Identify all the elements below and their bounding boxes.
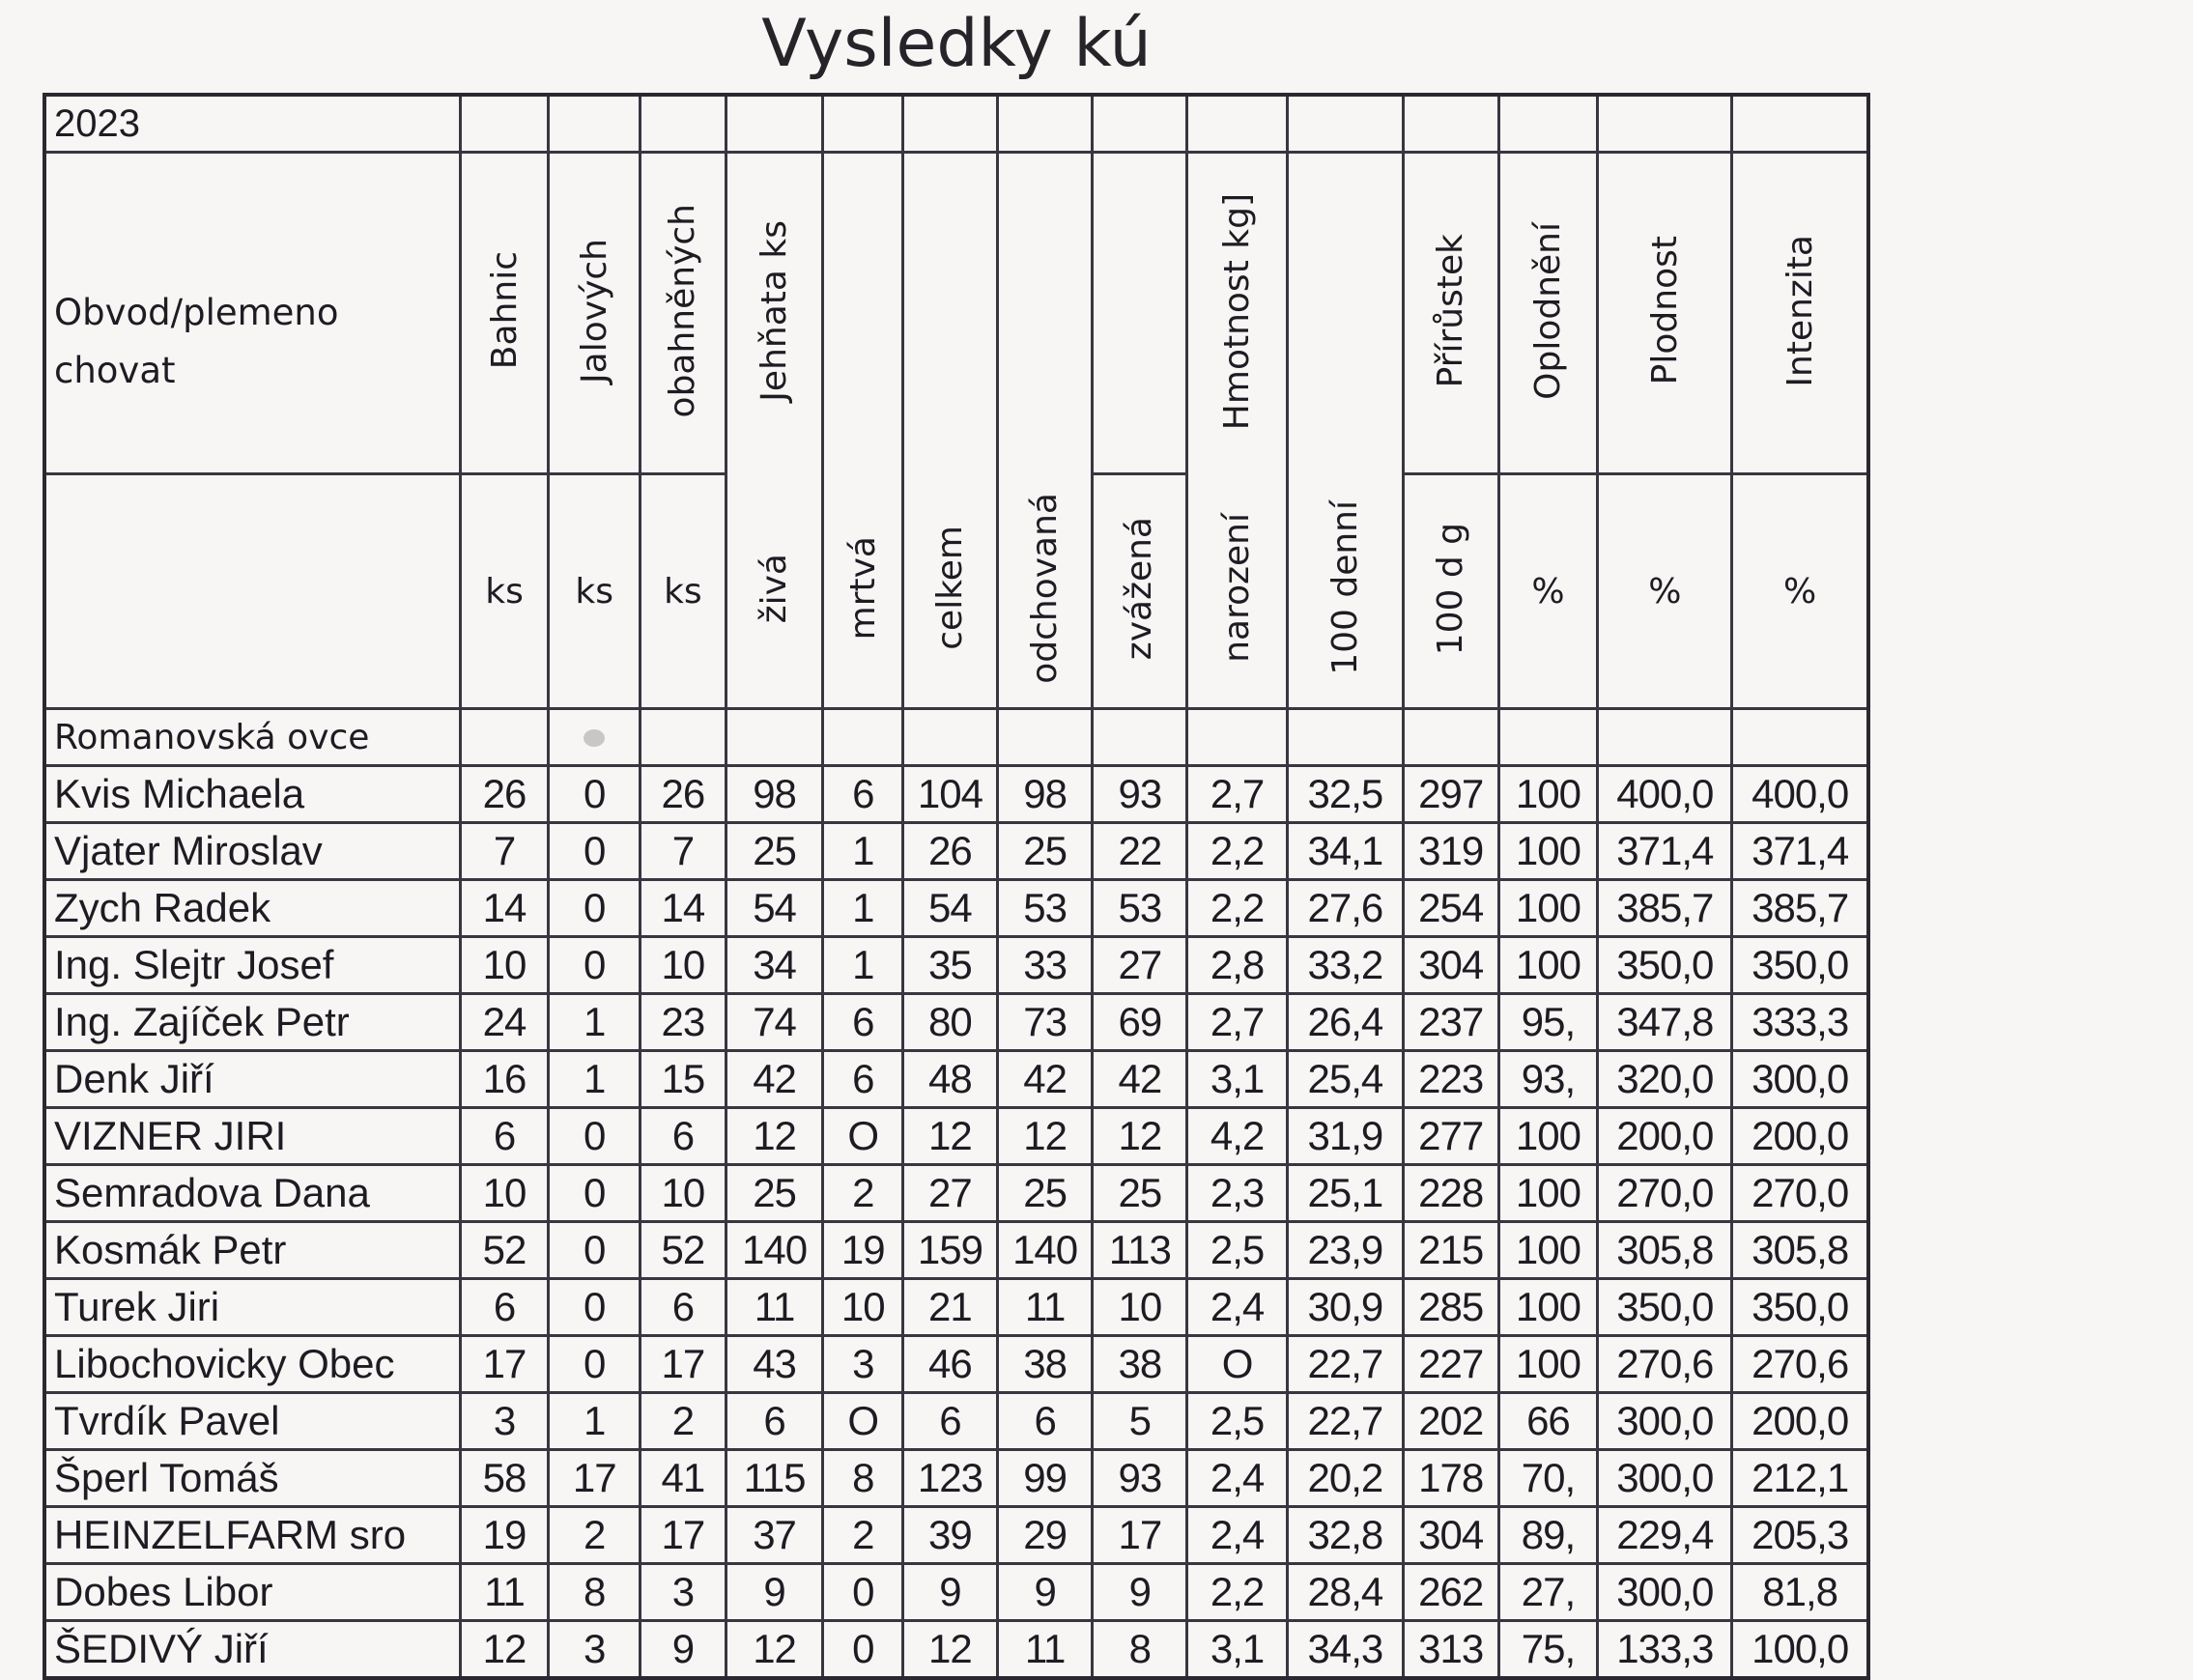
- table-cell: 100: [1498, 1222, 1598, 1279]
- unit-celkem: celkem: [903, 474, 998, 709]
- table-cell: 3,1: [1187, 1051, 1288, 1108]
- table-cell: 305,8: [1732, 1222, 1868, 1279]
- table-cell: 6: [823, 1051, 903, 1108]
- table-cell: 17: [641, 1507, 726, 1564]
- table-row: [44, 1279, 1868, 1336]
- table-cell: 53: [997, 880, 1093, 937]
- table-cell: 2: [823, 1165, 903, 1222]
- table-cell: 9: [997, 1564, 1093, 1621]
- table-cell: 95,: [1498, 994, 1598, 1051]
- table-cell: 304: [1403, 1507, 1498, 1564]
- table-cell: 2: [823, 1507, 903, 1564]
- table-cell: 54: [903, 880, 998, 937]
- table-row: [44, 1450, 1868, 1507]
- header-plodnost: Plodnost: [1598, 153, 1732, 474]
- table-cell: 385,7: [1598, 880, 1732, 937]
- table-cell: 21: [903, 1279, 998, 1336]
- table-cell: 27: [1093, 937, 1187, 994]
- table-cell: 9: [1093, 1564, 1187, 1621]
- table-cell: 133,3: [1598, 1621, 1732, 1679]
- table-cell: 4,2: [1187, 1108, 1288, 1165]
- table-cell: O: [823, 1393, 903, 1450]
- table-cell: 6: [726, 1393, 823, 1450]
- table-cell: 12: [1093, 1108, 1187, 1165]
- table-cell: 6: [460, 1108, 549, 1165]
- table-cell: 371,4: [1732, 823, 1868, 880]
- table-cell: 25: [997, 823, 1093, 880]
- table-cell: 42: [997, 1051, 1093, 1108]
- table-cell: 350,0: [1732, 937, 1868, 994]
- unit-narozeni: narození: [1187, 474, 1288, 709]
- table-cell: 26: [460, 766, 549, 823]
- table-cell: 1: [823, 937, 903, 994]
- table-cell: 38: [997, 1336, 1093, 1393]
- table-cell: 319: [1403, 823, 1498, 880]
- table-cell: 123: [903, 1450, 998, 1507]
- table-cell: 227: [1403, 1336, 1498, 1393]
- table-cell: 0: [549, 1108, 641, 1165]
- breeder-name: Dobes Libor: [44, 1564, 460, 1621]
- table-cell: 69: [1093, 994, 1187, 1051]
- table-cell: 25: [1093, 1165, 1187, 1222]
- breeder-name: VIZNER JIRI: [44, 1108, 460, 1165]
- table-cell: 8: [823, 1450, 903, 1507]
- table-cell: 0: [549, 880, 641, 937]
- table-cell: 17: [1093, 1507, 1187, 1564]
- table-cell: 350,0: [1598, 937, 1732, 994]
- table-cell: 113: [1093, 1222, 1187, 1279]
- table-cell: 66: [1498, 1393, 1598, 1450]
- table-cell: 75,: [1498, 1621, 1598, 1679]
- table-cell: 350,0: [1732, 1279, 1868, 1336]
- breeder-name: Ing. Slejtr Josef: [44, 937, 460, 994]
- table-cell: 3: [823, 1336, 903, 1393]
- table-cell: 15: [641, 1051, 726, 1108]
- table-cell: 22,7: [1287, 1393, 1403, 1450]
- table-cell: 93,: [1498, 1051, 1598, 1108]
- table-cell: 6: [997, 1393, 1093, 1450]
- table-cell: 80: [903, 994, 998, 1051]
- unit-oplodneni: %: [1498, 474, 1598, 709]
- table-cell: 5: [1093, 1393, 1187, 1450]
- table-cell: 20,2: [1287, 1450, 1403, 1507]
- table-cell: 0: [549, 823, 641, 880]
- header-prirustek: Přírůstek: [1403, 153, 1498, 474]
- table-row: [44, 937, 1868, 994]
- table-row: [44, 1222, 1868, 1279]
- table-cell: 115: [726, 1450, 823, 1507]
- header-obvod: [44, 153, 460, 474]
- table-cell: 9: [903, 1564, 998, 1621]
- breed-label: Romanovská ovce: [44, 709, 460, 766]
- table-cell: 31,9: [1287, 1108, 1403, 1165]
- table-cell: 223: [1403, 1051, 1498, 1108]
- table-cell: 11: [997, 1621, 1093, 1679]
- table-cell: 12: [903, 1621, 998, 1679]
- breeder-name: Kvis Michaela: [44, 766, 460, 823]
- table-cell: 58: [460, 1450, 549, 1507]
- table-cell: 305,8: [1598, 1222, 1732, 1279]
- table-cell: 19: [823, 1222, 903, 1279]
- table-cell: 14: [460, 880, 549, 937]
- table-cell: 0: [823, 1621, 903, 1679]
- table-cell: 48: [903, 1051, 998, 1108]
- table-cell: 2: [549, 1507, 641, 1564]
- table-cell: 2,4: [1187, 1450, 1288, 1507]
- table-cell: 0: [549, 1165, 641, 1222]
- table-cell: 0: [823, 1564, 903, 1621]
- table-cell: 300,0: [1598, 1393, 1732, 1450]
- table-cell: 2,2: [1187, 880, 1288, 937]
- table-cell: 35: [903, 937, 998, 994]
- table-cell: 2,5: [1187, 1393, 1288, 1450]
- table-row: [44, 1393, 1868, 1450]
- table-cell: 262: [1403, 1564, 1498, 1621]
- table-cell: 400,0: [1598, 766, 1732, 823]
- breeder-name: Ing. Zajíček Petr: [44, 994, 460, 1051]
- table-row: [44, 1051, 1868, 1108]
- table-cell: 43: [726, 1336, 823, 1393]
- table-cell: 202: [1403, 1393, 1498, 1450]
- table-cell: 25: [726, 1165, 823, 1222]
- unit-jalovych: ks: [549, 474, 641, 709]
- table-cell: 17: [549, 1450, 641, 1507]
- table-cell: O: [1187, 1336, 1288, 1393]
- table-cell: 270,6: [1598, 1336, 1732, 1393]
- table-cell: 25: [997, 1165, 1093, 1222]
- header-jalovych: Jalových: [549, 153, 641, 474]
- table-cell: 93: [1093, 1450, 1187, 1507]
- header-jehnata: Jehňata ks: [726, 153, 823, 474]
- table-cell: 215: [1403, 1222, 1498, 1279]
- table-cell: 7: [641, 823, 726, 880]
- table-cell: 42: [726, 1051, 823, 1108]
- table-cell: 14: [641, 880, 726, 937]
- table-cell: 2,4: [1187, 1279, 1288, 1336]
- table-cell: 81,8: [1732, 1564, 1868, 1621]
- table-cell: 100: [1498, 823, 1598, 880]
- table-cell: 28,4: [1287, 1564, 1403, 1621]
- table-cell: 3,1: [1187, 1621, 1288, 1679]
- table-cell: 2,8: [1187, 937, 1288, 994]
- table-cell: 8: [1093, 1621, 1187, 1679]
- page-title: Vysledky kú: [761, 6, 1152, 82]
- table-row: [44, 1336, 1868, 1393]
- table-cell: 34,1: [1287, 823, 1403, 880]
- table-cell: 98: [726, 766, 823, 823]
- header-intenzita: Intenzita: [1732, 153, 1868, 474]
- table-cell: 100: [1498, 766, 1598, 823]
- table-cell: 2,4: [1187, 1507, 1288, 1564]
- header-obahnenych: obahněných: [641, 153, 726, 474]
- table-cell: 46: [903, 1336, 998, 1393]
- unit-row: [44, 474, 1868, 709]
- table-cell: 100: [1498, 880, 1598, 937]
- table-cell: 11: [460, 1564, 549, 1621]
- table-cell: 25: [726, 823, 823, 880]
- table-cell: 26: [903, 823, 998, 880]
- table-cell: 52: [460, 1222, 549, 1279]
- table-cell: 6: [460, 1279, 549, 1336]
- table-cell: 228: [1403, 1165, 1498, 1222]
- table-row: [44, 880, 1868, 937]
- table-cell: 98: [997, 766, 1093, 823]
- table-cell: 9: [641, 1621, 726, 1679]
- table-cell: 320,0: [1598, 1051, 1732, 1108]
- table-cell: 140: [997, 1222, 1093, 1279]
- table-cell: 2,2: [1187, 823, 1288, 880]
- table-cell: 200,0: [1598, 1108, 1732, 1165]
- table-cell: 17: [460, 1336, 549, 1393]
- table-cell: 285: [1403, 1279, 1498, 1336]
- table-cell: 8: [549, 1564, 641, 1621]
- table-cell: 2,7: [1187, 994, 1288, 1051]
- table-cell: 10: [641, 937, 726, 994]
- table-cell: 73: [997, 994, 1093, 1051]
- table-cell: 350,0: [1598, 1279, 1732, 1336]
- table-cell: 3: [460, 1393, 549, 1450]
- table-cell: 33,2: [1287, 937, 1403, 994]
- table-cell: 100: [1498, 1336, 1598, 1393]
- table-cell: 205,3: [1732, 1507, 1868, 1564]
- table-cell: 0: [549, 766, 641, 823]
- table-cell: 254: [1403, 880, 1498, 937]
- table-cell: 70,: [1498, 1450, 1598, 1507]
- table-cell: 16: [460, 1051, 549, 1108]
- table-cell: 300,0: [1732, 1051, 1868, 1108]
- table-cell: 237: [1403, 994, 1498, 1051]
- table-cell: 25,1: [1287, 1165, 1403, 1222]
- table-cell: 54: [726, 880, 823, 937]
- unit-100-dg: 100 d g: [1403, 474, 1498, 709]
- year-cell: 2023: [44, 95, 460, 153]
- breeder-name: Vjater Miroslav: [44, 823, 460, 880]
- breeder-name: Turek Jiri: [44, 1279, 460, 1336]
- table-cell: 38: [1093, 1336, 1187, 1393]
- table-row: [44, 994, 1868, 1051]
- table-row: [44, 1621, 1868, 1679]
- table-cell: 89,: [1498, 1507, 1598, 1564]
- table-cell: 6: [823, 994, 903, 1051]
- table-cell: 2,2: [1187, 1564, 1288, 1621]
- table-cell: 200,0: [1732, 1393, 1868, 1450]
- header-oplodneni: Oplodnění: [1498, 153, 1598, 474]
- table-row: [44, 1564, 1868, 1621]
- results-table: [43, 93, 1870, 1680]
- table-cell: 30,9: [1287, 1279, 1403, 1336]
- table-cell: 27,: [1498, 1564, 1598, 1621]
- table-cell: 10: [1093, 1279, 1187, 1336]
- table-cell: 33: [997, 937, 1093, 994]
- table-cell: 300,0: [1598, 1564, 1732, 1621]
- table-cell: 6: [823, 766, 903, 823]
- table-cell: 400,0: [1732, 766, 1868, 823]
- table-cell: 100,0: [1732, 1621, 1868, 1679]
- table-cell: 6: [641, 1279, 726, 1336]
- table-row: [44, 823, 1868, 880]
- table-cell: 11: [997, 1279, 1093, 1336]
- table-cell: 10: [460, 1165, 549, 1222]
- table-cell: 212,1: [1732, 1450, 1868, 1507]
- table-cell: 37: [726, 1507, 823, 1564]
- header-row: [44, 153, 1868, 474]
- table-cell: 3: [549, 1621, 641, 1679]
- table-cell: 11: [726, 1279, 823, 1336]
- table-cell: 0: [549, 1279, 641, 1336]
- table-cell: 10: [823, 1279, 903, 1336]
- table-cell: 24: [460, 994, 549, 1051]
- table-cell: 10: [641, 1165, 726, 1222]
- table-cell: 270,0: [1598, 1165, 1732, 1222]
- table-cell: 22,7: [1287, 1336, 1403, 1393]
- table-cell: 27,6: [1287, 880, 1403, 937]
- table-cell: 41: [641, 1450, 726, 1507]
- table-cell: O: [823, 1108, 903, 1165]
- table-cell: 2,7: [1187, 766, 1288, 823]
- table-row: [44, 766, 1868, 823]
- unit-bahnic: ks: [460, 474, 549, 709]
- breeder-name: Šperl Tomáš: [44, 1450, 460, 1507]
- table-cell: 52: [641, 1222, 726, 1279]
- table-cell: 29: [997, 1507, 1093, 1564]
- table-row: [44, 1165, 1868, 1222]
- table-cell: 1: [549, 1393, 641, 1450]
- table-cell: 26: [641, 766, 726, 823]
- header-obvod-line1: Obvod/plemeno: [54, 292, 339, 333]
- table-cell: 12: [460, 1621, 549, 1679]
- table-cell: 200,0: [1732, 1108, 1868, 1165]
- table-cell: 93: [1093, 766, 1187, 823]
- table-cell: 104: [903, 766, 998, 823]
- table-cell: 26,4: [1287, 994, 1403, 1051]
- table-cell: 34: [726, 937, 823, 994]
- breeder-name: Denk Jiří: [44, 1051, 460, 1108]
- unit-zvazena: zvážená: [1093, 474, 1187, 709]
- table-cell: 347,8: [1598, 994, 1732, 1051]
- table-cell: 12: [903, 1108, 998, 1165]
- unit-ziva: živá: [726, 474, 823, 709]
- year-row: [44, 95, 1868, 153]
- table-cell: 6: [903, 1393, 998, 1450]
- breeder-name: Libochovicky Obec: [44, 1336, 460, 1393]
- table-cell: 0: [549, 1222, 641, 1279]
- breeder-name: Semradova Dana: [44, 1165, 460, 1222]
- table-cell: 140: [726, 1222, 823, 1279]
- unit-intenzita: %: [1732, 474, 1868, 709]
- table-cell: 304: [1403, 937, 1498, 994]
- table-cell: 32,5: [1287, 766, 1403, 823]
- unit-100-denni: 100 denní: [1287, 474, 1403, 709]
- table-cell: 19: [460, 1507, 549, 1564]
- breeder-name: Zych Radek: [44, 880, 460, 937]
- breeder-name: HEINZELFARM sro: [44, 1507, 460, 1564]
- smudge-mark: [584, 729, 605, 747]
- table-cell: 385,7: [1732, 880, 1868, 937]
- table-cell: 17: [641, 1336, 726, 1393]
- table-cell: 371,4: [1598, 823, 1732, 880]
- unit-mrtva: mrtvá: [823, 474, 903, 709]
- table-cell: 313: [1403, 1621, 1498, 1679]
- breeder-name: Kosmák Petr: [44, 1222, 460, 1279]
- table-cell: 99: [997, 1450, 1093, 1507]
- table-cell: 0: [549, 1336, 641, 1393]
- header-obvod-line2: chovat: [54, 350, 176, 391]
- table-cell: 3: [641, 1564, 726, 1621]
- unit-plodnost: %: [1598, 474, 1732, 709]
- table-cell: 100: [1498, 937, 1598, 994]
- breeder-name: ŠEDIVÝ Jiří: [44, 1621, 460, 1679]
- table-cell: 23: [641, 994, 726, 1051]
- table-cell: 53: [1093, 880, 1187, 937]
- table-cell: 297: [1403, 766, 1498, 823]
- table-cell: 229,4: [1598, 1507, 1732, 1564]
- table-cell: 1: [823, 880, 903, 937]
- table-cell: 159: [903, 1222, 998, 1279]
- table-row: [44, 1507, 1868, 1564]
- table-cell: 2,3: [1187, 1165, 1288, 1222]
- table-cell: 12: [997, 1108, 1093, 1165]
- header-bahnic: Bahnic: [460, 153, 549, 474]
- table-cell: 100: [1498, 1108, 1598, 1165]
- table-cell: 1: [549, 994, 641, 1051]
- header-hmotnost: Hmotnost kg]: [1187, 153, 1288, 474]
- table-cell: 39: [903, 1507, 998, 1564]
- breed-row: [44, 709, 1868, 766]
- unit-odchovana: odchovaná: [997, 474, 1093, 709]
- table-cell: 300,0: [1598, 1450, 1732, 1507]
- table-cell: 32,8: [1287, 1507, 1403, 1564]
- table-cell: 9: [726, 1564, 823, 1621]
- table-cell: 2,5: [1187, 1222, 1288, 1279]
- table-cell: 1: [823, 823, 903, 880]
- table-cell: 23,9: [1287, 1222, 1403, 1279]
- table-cell: 178: [1403, 1450, 1498, 1507]
- table-cell: 42: [1093, 1051, 1187, 1108]
- table-cell: 10: [460, 937, 549, 994]
- unit-obahnenych: ks: [641, 474, 726, 709]
- table-cell: 34,3: [1287, 1621, 1403, 1679]
- table-cell: 6: [641, 1108, 726, 1165]
- table-cell: 25,4: [1287, 1051, 1403, 1108]
- table-cell: 12: [726, 1621, 823, 1679]
- table-cell: 27: [903, 1165, 998, 1222]
- table-cell: 270,0: [1732, 1165, 1868, 1222]
- table-cell: 2: [641, 1393, 726, 1450]
- table-cell: 1: [549, 1051, 641, 1108]
- table-cell: 277: [1403, 1108, 1498, 1165]
- table-cell: 270,6: [1732, 1336, 1868, 1393]
- breeder-name: Tvrdík Pavel: [44, 1393, 460, 1450]
- table-cell: 100: [1498, 1165, 1598, 1222]
- table-row: [44, 1108, 1868, 1165]
- table-cell: 22: [1093, 823, 1187, 880]
- table-cell: 100: [1498, 1279, 1598, 1336]
- table-cell: 7: [460, 823, 549, 880]
- table-cell: 0: [549, 937, 641, 994]
- table-cell: 74: [726, 994, 823, 1051]
- table-cell: 12: [726, 1108, 823, 1165]
- table-cell: 333,3: [1732, 994, 1868, 1051]
